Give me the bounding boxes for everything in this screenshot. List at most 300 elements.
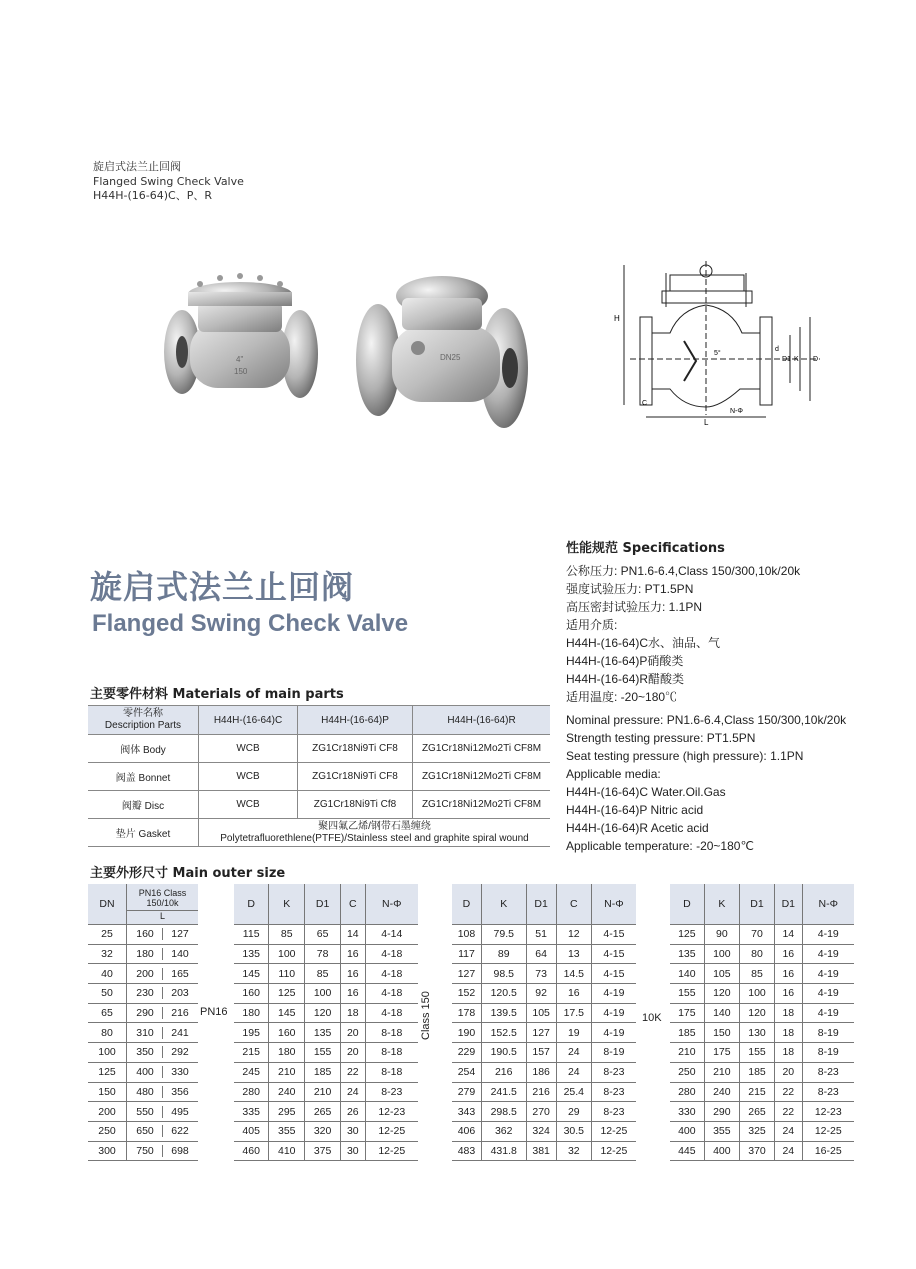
column-header: D xyxy=(452,884,481,925)
table-row xyxy=(234,1141,418,1161)
cell: 145 xyxy=(269,1003,305,1023)
spec-line: Applicable media: xyxy=(566,767,661,781)
table-row xyxy=(88,1082,198,1102)
cell: 280 xyxy=(234,1082,269,1102)
cell: 650 xyxy=(136,1125,154,1138)
table-row xyxy=(670,944,854,964)
cell: 16 xyxy=(775,984,802,1004)
cell: 4-19 xyxy=(802,964,854,984)
cell: 216 xyxy=(481,1062,526,1082)
cell: 24 xyxy=(775,1141,802,1161)
header-cell: H44H-(16-64)R xyxy=(413,706,551,735)
table-row xyxy=(452,984,636,1004)
cell: 20 xyxy=(775,1062,802,1082)
pn-header-text: PN16 Class 150/10k xyxy=(138,887,187,908)
cell: 25 xyxy=(88,925,127,945)
cell: 4-18 xyxy=(365,1003,418,1023)
10k-table xyxy=(670,884,854,1161)
table-row xyxy=(670,984,854,1004)
cell: ZG1Cr18Ni9Ti CF8 xyxy=(298,763,413,791)
cell: 4-19 xyxy=(591,984,636,1004)
pn-cells xyxy=(127,1062,199,1082)
cell: 85 xyxy=(305,964,341,984)
cell: 垫片 Gasket xyxy=(88,819,199,847)
dn-header: DN xyxy=(88,884,127,925)
cell: WCB xyxy=(199,735,298,763)
pn-cells xyxy=(127,1043,199,1063)
table-row xyxy=(452,1003,636,1023)
cell: 698 xyxy=(162,1145,197,1157)
table-row xyxy=(88,1023,198,1043)
cell: 4-19 xyxy=(802,984,854,1004)
cell: 180 xyxy=(234,1003,269,1023)
dim-label-angle: 5° xyxy=(714,350,721,357)
cell: 203 xyxy=(162,987,197,999)
cell: 14 xyxy=(775,925,802,945)
cell: 85 xyxy=(269,925,305,945)
cell: 12-25 xyxy=(365,1141,418,1161)
spec-line: H44H-(16-64)P硝酸类 xyxy=(566,654,684,668)
cell: 152.5 xyxy=(481,1023,526,1043)
cell: 241.5 xyxy=(481,1082,526,1102)
dim-label-l: L xyxy=(704,418,709,425)
cell: 8-18 xyxy=(365,1023,418,1043)
table-row xyxy=(452,884,636,925)
cell: 73 xyxy=(526,964,556,984)
cell: 4-19 xyxy=(591,1003,636,1023)
specs-heading: 性能规范 Specifications xyxy=(566,541,725,556)
table-row xyxy=(234,1062,418,1082)
cell: 120.5 xyxy=(481,984,526,1004)
cell: 140 xyxy=(704,1003,739,1023)
cell: 210 xyxy=(269,1062,305,1082)
cell: 195 xyxy=(234,1023,269,1043)
cell: 139.5 xyxy=(481,1003,526,1023)
cell: 4-15 xyxy=(591,925,636,945)
cell: 215 xyxy=(739,1082,774,1102)
cell: 157 xyxy=(526,1043,556,1063)
cell: 400 xyxy=(136,1066,154,1079)
table-row xyxy=(452,1141,636,1161)
table-row xyxy=(234,1121,418,1141)
cell: 240 xyxy=(269,1082,305,1102)
specs-cn xyxy=(566,562,800,706)
cell: 89 xyxy=(481,944,526,964)
valve-photo-front xyxy=(160,262,320,422)
cell: 4-15 xyxy=(591,944,636,964)
cell: 16 xyxy=(775,944,802,964)
cell: 20 xyxy=(341,1023,366,1043)
column-header: C xyxy=(341,884,366,925)
pn-cells xyxy=(127,1023,199,1043)
cell: 160 xyxy=(234,984,269,1004)
cell: 4-19 xyxy=(802,925,854,945)
cell: 335 xyxy=(234,1102,269,1122)
cell: 12-25 xyxy=(591,1141,636,1161)
cell: 265 xyxy=(739,1102,774,1122)
cell: ZG1Cr18Ni9Ti Cf8 xyxy=(298,791,413,819)
cell: 65 xyxy=(305,925,341,945)
spec-line: 高压密封试验压力: 1.1PN xyxy=(566,600,703,614)
cell: 108 xyxy=(452,925,481,945)
column-header: D xyxy=(234,884,269,925)
column-header: D1 xyxy=(526,884,556,925)
cell: 18 xyxy=(341,1003,366,1023)
cell: 152 xyxy=(452,984,481,1004)
dim-label-n: N-Φ xyxy=(730,408,743,415)
title-en: Flanged Swing Check Valve xyxy=(92,610,409,637)
l-header: L xyxy=(127,910,198,921)
svg-text:DN25: DN25 xyxy=(440,353,461,362)
cell: 阀盖 Bonnet xyxy=(88,763,199,791)
cell: 150 xyxy=(704,1023,739,1043)
cell: 98.5 xyxy=(481,964,526,984)
cell: 250 xyxy=(88,1121,127,1141)
table-row xyxy=(88,791,550,819)
cell: 130 xyxy=(739,1023,774,1043)
spec-line: H44H-(16-64)R醋酸类 xyxy=(566,672,685,686)
group-label-class150: Class 150 xyxy=(420,991,432,1040)
table-row xyxy=(452,1023,636,1043)
cell: 24 xyxy=(341,1082,366,1102)
cell: 200 xyxy=(88,1102,127,1122)
cell: 190.5 xyxy=(481,1043,526,1063)
valve-section-drawing xyxy=(610,255,840,425)
cell: 135 xyxy=(305,1023,341,1043)
cell: 127 xyxy=(452,964,481,984)
spec-line: H44H-(16-64)P Nitric acid xyxy=(566,803,704,817)
table-row xyxy=(452,1062,636,1082)
table-row xyxy=(88,964,198,984)
cell: 12 xyxy=(556,925,591,945)
cell: 4-18 xyxy=(365,944,418,964)
table-row xyxy=(452,964,636,984)
cell: 80 xyxy=(739,944,774,964)
cell: 18 xyxy=(775,1023,802,1043)
cell: 405 xyxy=(234,1121,269,1141)
cell: 265 xyxy=(305,1102,341,1122)
cell: 300 xyxy=(88,1141,127,1161)
table-row xyxy=(670,1102,854,1122)
materials-table xyxy=(88,705,550,847)
cell: 750 xyxy=(136,1144,154,1157)
pn-cells xyxy=(127,964,199,984)
table-row xyxy=(452,925,636,945)
cell: 12-25 xyxy=(802,1121,854,1141)
dim-label-small-d: d xyxy=(775,346,779,353)
cell: 24 xyxy=(556,1062,591,1082)
column-header: K xyxy=(704,884,739,925)
cell: 330 xyxy=(670,1102,704,1122)
spec-line: H44H-(16-64)C水、油品、气 xyxy=(566,636,721,650)
cell: 117 xyxy=(452,944,481,964)
gasket-en: Polytetrafluorethlene(PTFE)/Stainless steel and graphite spiral wound xyxy=(220,832,529,844)
table-row xyxy=(670,884,854,925)
cell: 4-15 xyxy=(591,964,636,984)
cell: 22 xyxy=(775,1102,802,1122)
table-row xyxy=(88,884,198,925)
cell: 290 xyxy=(704,1102,739,1122)
cell: 12-23 xyxy=(365,1102,418,1122)
cell: ZG1Cr18Ni12Mo2Ti CF8M xyxy=(413,763,551,791)
cell: 125 xyxy=(670,925,704,945)
cell: 375 xyxy=(305,1141,341,1161)
dim-label-h: H xyxy=(614,314,620,323)
cell: 185 xyxy=(305,1062,341,1082)
cell: 240 xyxy=(704,1082,739,1102)
table-row xyxy=(88,1141,198,1161)
table-row xyxy=(88,925,198,945)
pn16-table xyxy=(234,884,418,1161)
table-row xyxy=(234,884,418,925)
cell: 362 xyxy=(481,1121,526,1141)
cell: 8-19 xyxy=(591,1043,636,1063)
table-row xyxy=(670,925,854,945)
table-row xyxy=(234,1003,418,1023)
cell: 280 xyxy=(670,1082,704,1102)
cell: 140 xyxy=(162,948,197,960)
cell: 381 xyxy=(526,1141,556,1161)
cell: 16 xyxy=(341,964,366,984)
cell: 355 xyxy=(704,1121,739,1141)
class150-table xyxy=(452,884,636,1161)
cell: 105 xyxy=(526,1003,556,1023)
header-block xyxy=(93,160,244,204)
cell: 13 xyxy=(556,944,591,964)
cell: 16 xyxy=(341,944,366,964)
cell: 250 xyxy=(670,1062,704,1082)
cell: 155 xyxy=(739,1043,774,1063)
cell: 100 xyxy=(269,944,305,964)
cell: 120 xyxy=(305,1003,341,1023)
gasket-cell xyxy=(199,819,551,847)
spec-line: Applicable temperature: -20~180℃ xyxy=(566,839,754,853)
cell: 400 xyxy=(670,1121,704,1141)
cell: 19 xyxy=(556,1023,591,1043)
cell: 8-23 xyxy=(802,1062,854,1082)
cell: 30 xyxy=(341,1141,366,1161)
cell: 50 xyxy=(88,984,127,1004)
cell: 135 xyxy=(670,944,704,964)
cell: 32 xyxy=(556,1141,591,1161)
cell: 100 xyxy=(305,984,341,1004)
spec-line: Strength testing pressure: PT1.5PN xyxy=(566,731,756,745)
cell: 178 xyxy=(452,1003,481,1023)
cell: 79.5 xyxy=(481,925,526,945)
cell: 460 xyxy=(234,1141,269,1161)
cell: WCB xyxy=(199,763,298,791)
cell: 4-19 xyxy=(802,944,854,964)
spec-line: 适用介质: xyxy=(566,618,618,632)
pn-cells xyxy=(127,944,199,964)
pn-cells xyxy=(127,1082,199,1102)
cell: 155 xyxy=(670,984,704,1004)
cell: 324 xyxy=(526,1121,556,1141)
column-header: N-Φ xyxy=(591,884,636,925)
table-row xyxy=(234,1023,418,1043)
cell: ZG1Cr18Ni12Mo2Ti CF8M xyxy=(413,791,551,819)
cell: 51 xyxy=(526,925,556,945)
cell: 270 xyxy=(526,1102,556,1122)
cell: 216 xyxy=(526,1082,556,1102)
cell: 431.8 xyxy=(481,1141,526,1161)
table-row xyxy=(234,984,418,1004)
cell: 12-25 xyxy=(365,1121,418,1141)
cell: 343 xyxy=(452,1102,481,1122)
column-header: N-Φ xyxy=(802,884,854,925)
cell: 480 xyxy=(136,1085,154,1098)
table-row xyxy=(452,1082,636,1102)
table-row xyxy=(670,1121,854,1141)
cell: 14 xyxy=(341,925,366,945)
column-header: D1 xyxy=(775,884,802,925)
spec-line: 强度试验压力: PT1.5PN xyxy=(566,582,694,596)
cell: 127 xyxy=(526,1023,556,1043)
cell: 12-25 xyxy=(591,1121,636,1141)
table-row xyxy=(234,925,418,945)
cell: 30 xyxy=(341,1121,366,1141)
cell: 356 xyxy=(162,1086,197,1098)
dim-label-c: C xyxy=(642,400,648,407)
table-row xyxy=(88,763,550,791)
column-header: K xyxy=(269,884,305,925)
cell: 150 xyxy=(88,1082,127,1102)
cell: 180 xyxy=(269,1043,305,1063)
cell: 17.5 xyxy=(556,1003,591,1023)
cell: 185 xyxy=(670,1023,704,1043)
dn-table xyxy=(88,884,198,1161)
column-header: K xyxy=(481,884,526,925)
column-header: N-Φ xyxy=(365,884,418,925)
table-row xyxy=(88,706,550,735)
cell: 406 xyxy=(452,1121,481,1141)
cell: 100 xyxy=(704,944,739,964)
cell: ZG1Cr18Ni12Mo2Ti CF8M xyxy=(413,735,551,763)
cell: 24 xyxy=(775,1121,802,1141)
table-row xyxy=(88,1003,198,1023)
cell: 175 xyxy=(670,1003,704,1023)
cell: 410 xyxy=(269,1141,305,1161)
cell: 229 xyxy=(452,1043,481,1063)
header-cn: 旋启式法兰止回阀 xyxy=(93,160,181,173)
cell: 16 xyxy=(341,984,366,1004)
cell: 24 xyxy=(556,1043,591,1063)
cell: 64 xyxy=(526,944,556,964)
pn-cells xyxy=(127,1102,199,1122)
header-cell: H44H-(16-64)C xyxy=(199,706,298,735)
cell: 85 xyxy=(739,964,774,984)
cell: 254 xyxy=(452,1062,481,1082)
cell: 483 xyxy=(452,1141,481,1161)
table-row xyxy=(452,1121,636,1141)
spec-line: 公称压力: PN1.6-6.4,Class 150/300,10k/20k xyxy=(566,564,801,578)
cell: 155 xyxy=(305,1043,341,1063)
sizes-heading: 主要外形尺寸 Main outer size xyxy=(90,866,286,881)
cell: 110 xyxy=(269,964,305,984)
cell: 622 xyxy=(162,1125,197,1137)
table-row xyxy=(88,984,198,1004)
cell: 4-18 xyxy=(365,964,418,984)
specs-en xyxy=(566,711,846,855)
cell: 120 xyxy=(704,984,739,1004)
cell: 350 xyxy=(136,1046,154,1059)
cell: 160 xyxy=(136,928,154,941)
spec-line: Seat testing pressure (high pressure): 1.1PN xyxy=(566,749,804,763)
cell: 32 xyxy=(88,944,127,964)
cell: 127 xyxy=(162,928,197,940)
cell: 216 xyxy=(162,1007,197,1019)
cell: 22 xyxy=(341,1062,366,1082)
cell: 290 xyxy=(136,1007,154,1020)
cell: 100 xyxy=(88,1043,127,1063)
cell: 310 xyxy=(136,1026,154,1039)
title-cn: 旋启式法兰止回阀 xyxy=(90,568,355,606)
header-cell xyxy=(88,706,199,735)
dim-label-k: K xyxy=(794,356,799,363)
table-row xyxy=(670,1141,854,1161)
cell: 180 xyxy=(136,948,154,961)
cell: 18 xyxy=(775,1043,802,1063)
cell: 400 xyxy=(704,1141,739,1161)
cell: 295 xyxy=(269,1102,305,1122)
table-row xyxy=(88,819,550,847)
table-row xyxy=(88,944,198,964)
cell: 292 xyxy=(162,1046,197,1058)
cell: 215 xyxy=(234,1043,269,1063)
cell: 16-25 xyxy=(802,1141,854,1161)
cell: 4-19 xyxy=(591,1023,636,1043)
table-row xyxy=(452,1043,636,1063)
header-cell: H44H-(16-64)P xyxy=(298,706,413,735)
cell: 355 xyxy=(269,1121,305,1141)
cell: 550 xyxy=(136,1105,154,1118)
cell: 30.5 xyxy=(556,1121,591,1141)
cell: 325 xyxy=(739,1121,774,1141)
cell: 8-23 xyxy=(591,1062,636,1082)
cell: 186 xyxy=(526,1062,556,1082)
cell: 175 xyxy=(704,1043,739,1063)
cell: 370 xyxy=(739,1141,774,1161)
cell: 445 xyxy=(670,1141,704,1161)
cell: 115 xyxy=(234,925,269,945)
cell: 210 xyxy=(305,1082,341,1102)
pn-cells xyxy=(127,925,199,945)
cell: 65 xyxy=(88,1003,127,1023)
header-en: Flanged Swing Check Valve xyxy=(93,174,244,188)
cell: 90 xyxy=(704,925,739,945)
table-row xyxy=(88,1102,198,1122)
group-label-10k: 10K xyxy=(642,1012,662,1024)
cell: 阀体 Body xyxy=(88,735,199,763)
cell: 14.5 xyxy=(556,964,591,984)
cell: 22 xyxy=(775,1082,802,1102)
cell: 495 xyxy=(162,1106,197,1118)
cell: 12-23 xyxy=(802,1102,854,1122)
table-row xyxy=(452,1102,636,1122)
spec-line: 适用温度: -20~180℃ xyxy=(566,690,678,704)
header-part-en: Description Parts xyxy=(104,720,182,731)
cell: 78 xyxy=(305,944,341,964)
column-header: D xyxy=(670,884,704,925)
cell: 190 xyxy=(452,1023,481,1043)
cell: 165 xyxy=(162,968,197,980)
materials-heading: 主要零件材料 Materials of main parts xyxy=(90,687,344,702)
cell: 40 xyxy=(88,964,127,984)
cell: 18 xyxy=(775,1003,802,1023)
cell: 8-19 xyxy=(802,1023,854,1043)
cell: 25.4 xyxy=(556,1082,591,1102)
svg-text:4": 4" xyxy=(236,355,244,364)
